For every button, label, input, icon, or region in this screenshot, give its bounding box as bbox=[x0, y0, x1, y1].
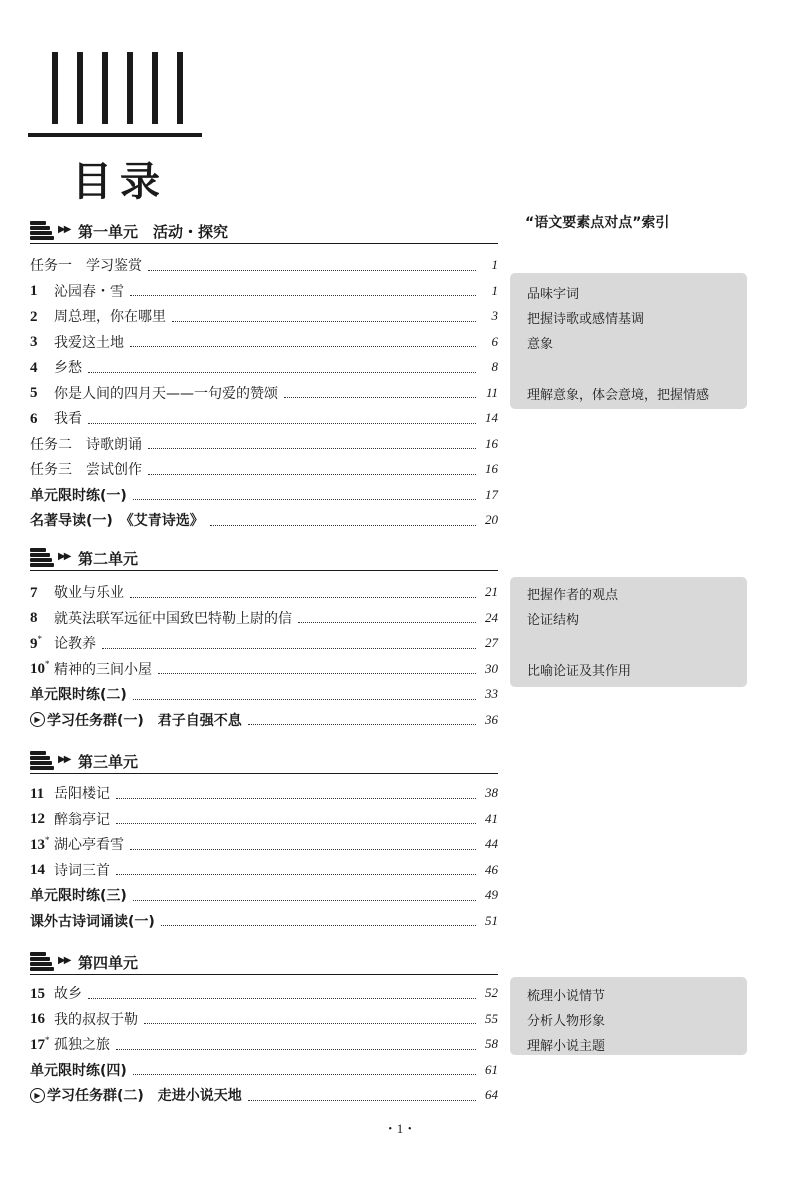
dot-leader bbox=[88, 362, 476, 373]
entry-number: 3 bbox=[30, 334, 38, 350]
toc-entry[interactable] bbox=[30, 781, 498, 805]
unit-header bbox=[30, 749, 498, 774]
double-arrow-icon: ▶▶ bbox=[58, 955, 70, 966]
dot-leader bbox=[130, 336, 476, 347]
entry-title: 乡愁 bbox=[54, 360, 82, 376]
entry-title: 湖心亭看雪 bbox=[54, 837, 124, 853]
index-title: “语文要素点对点”索引 bbox=[525, 215, 670, 231]
entry-page: 52 bbox=[485, 985, 498, 1000]
entry-number: 8 bbox=[30, 610, 38, 626]
book-icon bbox=[30, 751, 54, 771]
unit-label: 第二单元 bbox=[78, 550, 139, 568]
entry-page: 1 bbox=[491, 257, 498, 272]
dot-leader bbox=[284, 387, 476, 398]
entry-title: 我的叔叔于勒 bbox=[54, 1011, 138, 1028]
book-icon bbox=[30, 952, 54, 972]
entry-number: 12 bbox=[30, 811, 45, 827]
toc-entry[interactable] bbox=[30, 708, 498, 732]
play-circle-icon: ▶ bbox=[30, 712, 45, 727]
book-icon bbox=[30, 221, 54, 241]
dot-leader bbox=[116, 1039, 476, 1050]
entry-number: 1 bbox=[30, 283, 38, 299]
entry-page: 49 bbox=[485, 887, 498, 902]
toc-entry[interactable] bbox=[30, 457, 498, 481]
entry-number: 2 bbox=[30, 308, 38, 325]
dot-leader bbox=[210, 515, 476, 526]
entry-page: 16 bbox=[485, 435, 498, 451]
entry-title: 就英法联军远征中国致巴特勒上尉的信 bbox=[54, 610, 292, 627]
entry-page: 16 bbox=[485, 461, 498, 476]
play-circle-icon: ▶ bbox=[30, 1088, 45, 1103]
toc-entry[interactable] bbox=[30, 508, 498, 532]
dot-leader bbox=[130, 587, 476, 598]
toc-entry[interactable] bbox=[30, 883, 498, 907]
toc-entry[interactable] bbox=[30, 606, 498, 630]
page-title: 目录 bbox=[72, 158, 168, 205]
double-arrow-icon: ▶▶ bbox=[58, 551, 70, 562]
entry-page: 24 bbox=[485, 609, 498, 625]
toc-entry[interactable] bbox=[30, 1058, 498, 1082]
title-rule bbox=[28, 133, 202, 137]
toc-entry[interactable] bbox=[30, 355, 498, 379]
entry-page: 61 bbox=[485, 1061, 498, 1077]
page-number: ・1・ bbox=[383, 1121, 417, 1136]
toc-entry[interactable] bbox=[30, 631, 498, 655]
index-panel bbox=[510, 577, 747, 687]
entry-title: 岳阳楼记 bbox=[54, 786, 110, 802]
entry-number: 7 bbox=[30, 584, 38, 601]
entry-number: 17* bbox=[30, 1034, 50, 1053]
entry-page: 64 bbox=[485, 1087, 498, 1102]
toc-entry[interactable] bbox=[30, 381, 498, 405]
unit-header bbox=[30, 950, 498, 975]
entry-number: 6 bbox=[30, 410, 38, 427]
entry-page: 30 bbox=[485, 660, 498, 676]
entry-title: 孤独之旅 bbox=[54, 1037, 110, 1053]
entry-page: 55 bbox=[485, 1010, 498, 1026]
dot-leader bbox=[148, 464, 476, 475]
index-panel bbox=[510, 273, 747, 409]
index-panel bbox=[510, 977, 747, 1055]
entry-page: 38 bbox=[485, 785, 498, 800]
entry-title: 精神的三间小屋 bbox=[54, 661, 152, 678]
decorative-bars bbox=[52, 52, 192, 124]
toc-entry[interactable] bbox=[30, 483, 498, 507]
entry-title: 单元限时练(二) bbox=[30, 687, 127, 703]
dot-leader bbox=[148, 260, 476, 271]
entry-title: 单元限时练(一) bbox=[30, 487, 127, 504]
dot-leader bbox=[133, 489, 476, 500]
toc-entry[interactable] bbox=[30, 330, 498, 354]
toc-entry[interactable] bbox=[30, 858, 498, 882]
double-arrow-icon: ▶▶ bbox=[58, 754, 70, 765]
unit-label: 第四单元 bbox=[78, 954, 139, 972]
toc-entry[interactable] bbox=[30, 1083, 498, 1107]
toc-entry[interactable] bbox=[30, 406, 498, 430]
dot-leader bbox=[248, 1090, 476, 1101]
dot-leader bbox=[148, 438, 476, 449]
toc-entry[interactable] bbox=[30, 1032, 498, 1056]
toc-entry[interactable] bbox=[30, 253, 498, 277]
entry-page: 46 bbox=[485, 861, 498, 877]
entry-title: 沁园春・雪 bbox=[54, 283, 124, 300]
entry-page: 58 bbox=[485, 1036, 498, 1051]
entry-title: 名著导读(一) 《艾青诗选》 bbox=[30, 513, 204, 529]
entry-page: 21 bbox=[485, 584, 498, 599]
index-item: 分析人物形象 bbox=[527, 1014, 606, 1029]
entry-title: 学习任务群(二) 走进小说天地 bbox=[47, 1088, 242, 1104]
entry-title: 醉翁亭记 bbox=[54, 811, 110, 828]
toc-entry[interactable] bbox=[30, 909, 498, 933]
dot-leader bbox=[116, 788, 476, 799]
unit-header bbox=[30, 546, 498, 571]
entry-title: 任务一 学习鉴赏 bbox=[30, 258, 142, 274]
entry-number: 14 bbox=[30, 862, 45, 878]
dot-leader bbox=[88, 413, 476, 424]
unit-label: 第一单元 活动・探究 bbox=[78, 223, 229, 241]
dot-leader bbox=[144, 1013, 476, 1024]
dot-leader bbox=[172, 311, 476, 322]
unit-label: 第三单元 bbox=[78, 753, 139, 771]
double-arrow-icon: ▶▶ bbox=[58, 224, 70, 235]
entry-page: 36 bbox=[485, 711, 498, 727]
entry-title: 敬业与乐业 bbox=[54, 585, 124, 601]
toc-entry[interactable] bbox=[30, 1007, 498, 1031]
entry-title: 论教养 bbox=[54, 636, 96, 652]
entry-page: 41 bbox=[485, 810, 498, 826]
entry-title: 你是人间的四月天——一句爱的赞颂 bbox=[54, 385, 278, 402]
entry-title: 学习任务群(一) 君子自强不息 bbox=[47, 712, 242, 729]
dot-leader bbox=[248, 714, 476, 725]
dot-leader bbox=[130, 839, 476, 850]
index-item: 比喻论证及其作用 bbox=[527, 664, 632, 679]
index-item: 理解意象，体会意境，把握情感 bbox=[527, 388, 710, 403]
index-item: 理解小说主题 bbox=[527, 1039, 606, 1054]
toc-entry[interactable] bbox=[30, 432, 498, 456]
entry-title: 任务二 诗歌朗诵 bbox=[30, 436, 142, 453]
toc-entry[interactable] bbox=[30, 981, 498, 1005]
entry-number: 5 bbox=[30, 385, 38, 401]
toc-entry[interactable] bbox=[30, 682, 498, 706]
index-item: 梳理小说情节 bbox=[527, 989, 606, 1004]
entry-title: 单元限时练(四) bbox=[30, 1062, 127, 1079]
dot-leader bbox=[116, 813, 476, 824]
entry-page: 27 bbox=[485, 635, 498, 650]
index-item: 意象 bbox=[527, 337, 554, 352]
entry-page: 44 bbox=[485, 836, 498, 851]
entry-page: 6 bbox=[491, 333, 498, 349]
entry-title: 任务三 尝试创作 bbox=[30, 462, 142, 478]
entry-title: 故乡 bbox=[54, 986, 82, 1002]
entry-number: 9* bbox=[30, 633, 42, 652]
entry-number: 13* bbox=[30, 834, 50, 853]
entry-page: 3 bbox=[491, 308, 498, 323]
entry-page: 11 bbox=[485, 384, 498, 400]
dot-leader bbox=[133, 890, 476, 901]
entry-title: 诗词三首 bbox=[54, 862, 110, 879]
entry-page: 14 bbox=[485, 410, 498, 425]
toc-entry[interactable] bbox=[30, 657, 498, 681]
book-icon bbox=[30, 548, 54, 568]
dot-leader bbox=[130, 285, 476, 296]
entry-page: 51 bbox=[485, 912, 498, 928]
dot-leader bbox=[161, 915, 476, 926]
entry-number: 15 bbox=[30, 985, 45, 1002]
dot-leader bbox=[88, 988, 476, 999]
entry-number: 10* bbox=[30, 659, 50, 677]
dot-leader bbox=[158, 663, 476, 674]
entry-page: 33 bbox=[485, 686, 498, 701]
index-item: 论证结构 bbox=[527, 613, 580, 628]
entry-title: 单元限时练(三) bbox=[30, 888, 127, 904]
entry-page: 1 bbox=[491, 282, 498, 298]
index-item: 把握诗歌或感情基调 bbox=[527, 312, 645, 327]
entry-title: 我看 bbox=[54, 411, 82, 427]
dot-leader bbox=[116, 864, 476, 875]
toc-entry[interactable] bbox=[30, 304, 498, 328]
index-item: 把握作者的观点 bbox=[527, 588, 619, 603]
entry-number: 11 bbox=[30, 785, 45, 802]
dot-leader bbox=[133, 1064, 476, 1075]
toc-entry[interactable] bbox=[30, 807, 498, 831]
entry-title: 周总理，你在哪里 bbox=[54, 309, 166, 325]
entry-page: 20 bbox=[485, 512, 498, 527]
toc-entry[interactable] bbox=[30, 832, 498, 856]
entry-title: 课外古诗词诵读(一) bbox=[30, 913, 155, 930]
unit-header bbox=[30, 219, 498, 244]
dot-leader bbox=[298, 612, 476, 623]
entry-title: 我爱这土地 bbox=[54, 334, 124, 351]
entry-page: 17 bbox=[485, 486, 498, 502]
index-item: 品味字词 bbox=[527, 287, 580, 302]
toc-entry[interactable] bbox=[30, 580, 498, 604]
entry-number: 16 bbox=[30, 1011, 45, 1027]
entry-page: 8 bbox=[491, 359, 498, 374]
toc-entry[interactable] bbox=[30, 279, 498, 303]
dot-leader bbox=[133, 689, 476, 700]
entry-number: 4 bbox=[30, 359, 38, 376]
dot-leader bbox=[102, 638, 476, 649]
